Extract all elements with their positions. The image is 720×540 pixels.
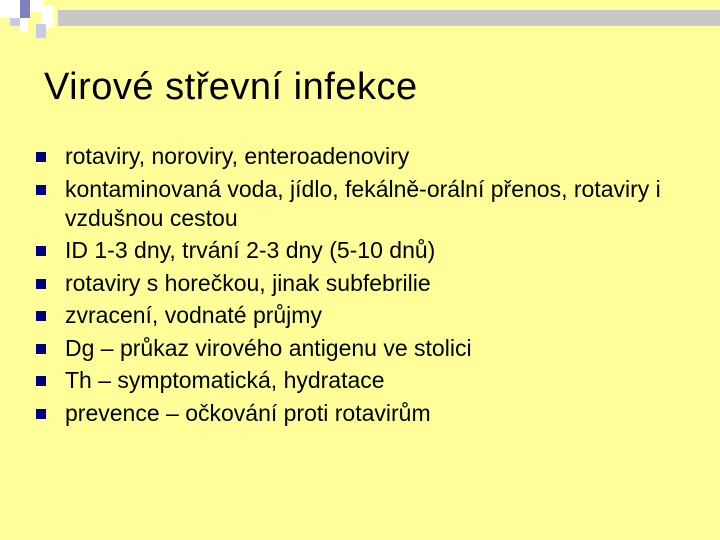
bullet-item (36, 269, 676, 298)
square-bullet-icon (36, 246, 46, 256)
deco-square (20, 18, 28, 32)
deco-square (20, 0, 30, 18)
bullet-text: Th – symptomatická, hydratace (65, 367, 385, 393)
bullet-text: rotaviry, noroviry, enteroadenoviry (65, 143, 410, 169)
slide-title: Virové střevní infekce (44, 66, 418, 108)
bullet-text: ID 1-3 dny, trvání 2-3 dny (5-10 dnů) (65, 237, 436, 263)
bullet-text: Dg – průkaz virového antigenu ve stolici (65, 334, 472, 361)
bullet-list (36, 142, 676, 431)
bullet-item (36, 366, 676, 395)
square-bullet-icon (36, 279, 46, 289)
bullet-item (36, 236, 676, 265)
bullet-text: zvracení, vodnaté průjmy (65, 302, 322, 328)
deco-bar (58, 10, 720, 26)
deco-square (10, 18, 20, 26)
square-bullet-icon (36, 344, 46, 354)
square-bullet-icon (36, 376, 46, 386)
decorative-pattern (0, 0, 720, 40)
bullet-item (36, 301, 676, 330)
square-bullet-icon (36, 409, 46, 419)
deco-square (30, 0, 44, 12)
bullet-item (36, 175, 676, 233)
bullet-item (36, 142, 676, 171)
bullet-text: prevence – očkování proti rotavirům (65, 399, 431, 426)
bullet-item (36, 334, 676, 363)
deco-square (36, 24, 46, 38)
bullet-text: kontaminovaná voda, jídlo, fekálně-orální přenos, rotaviry i vzdušnou cestou (65, 175, 661, 231)
bullet-item (36, 399, 676, 428)
square-bullet-icon (36, 152, 46, 162)
deco-square (0, 0, 20, 18)
square-bullet-icon (36, 185, 46, 195)
square-bullet-icon (36, 311, 46, 321)
bullet-text: rotaviry s horečkou, jinak subfebrilie (65, 269, 431, 296)
